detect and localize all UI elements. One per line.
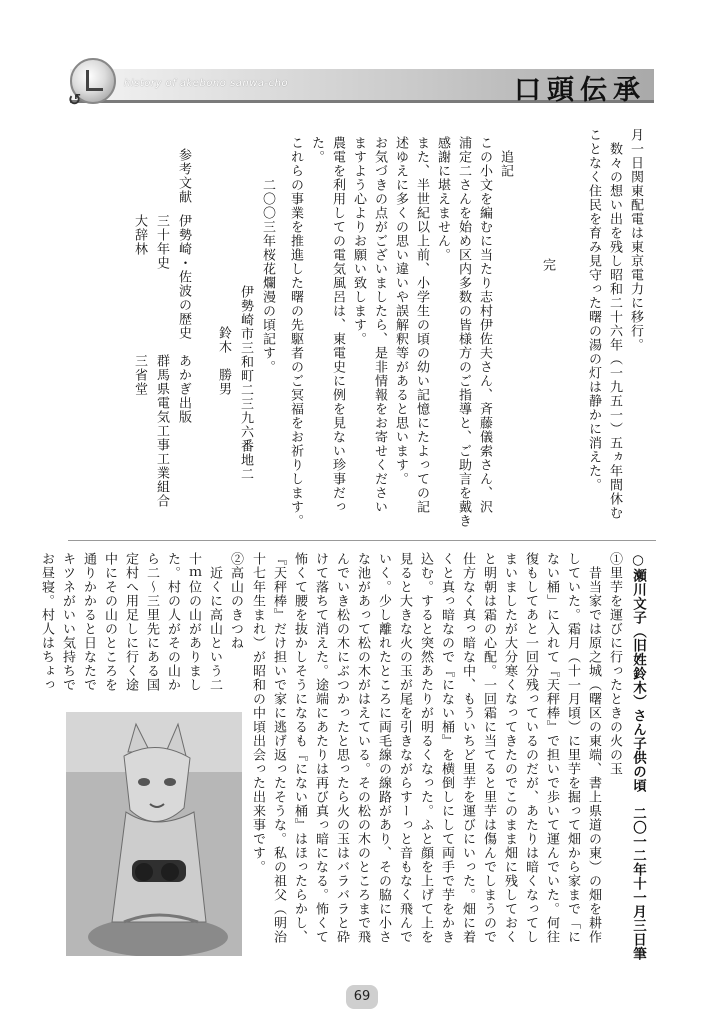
story1-line: していた。霜月（十一月頃）に里芋を掘って畑から家まで「に [565,552,580,944]
story1-line: 昔当家では原之城（曙区の東端、書上県道の東）の畑を耕作 [586,552,601,944]
story1-line: けて落ちて消えた。途端にあたりは再び真っ暗になる。怖くて [313,552,328,944]
references-heading: 参考文献 [176,148,191,204]
story1-line: と明朝は霜の心配。一回霜に当てると里芋は傷んでしまうので [481,552,496,944]
story1-line: 『天秤棒』だけ担いで家に逃げ返ったそうな。私の祖父（明治 [271,552,286,944]
fox-statue-illustration [66,712,242,956]
story-heading: ○瀬川文子（旧姓鈴木）さん子供の頃 二〇一二年十一月三日筆 [630,552,646,961]
reference-title: 大辞林 [132,214,147,256]
page-title: 口頭伝承 [514,75,646,106]
postscript-line: た。 [309,136,324,164]
postscript-line: ますよう心よりお願い致します。 [351,136,366,346]
reference-publisher: 群馬県電気工事工業組合 [154,354,169,508]
postscript-line: また、半世紀以上前、小学生の頃の幼い記憶にたよっての記 [414,136,429,514]
postscript-line: これらの事業を推進した曙の先駆者のご冥福をお祈りします。 [288,136,303,528]
story2-line: キツネがいい気持ちで [60,552,75,692]
story2-line: 近くに高山という二 [207,552,222,692]
story2-line: お昼寝。村人はちょっ [39,552,54,692]
section-divider [68,540,656,541]
reference-publisher: 三省堂 [132,354,147,396]
written-date: 二〇〇三年桜花爛漫の頃記す。 [260,178,275,374]
story1-line: 怖くて腰を抜かしそうになるも『にない桶』はほったらかし、 [292,552,307,944]
story1-line: いく。少し離れたところに両毛線の線路があり、その脇に小さ [376,552,391,944]
intro-line: 数々の想い出を残し昭和二十六年（一九五一）五ヵ年間休む [607,128,622,520]
clock-logo-icon [68,58,116,109]
story2-line: 通りかかると日なたで [81,552,96,692]
author-address: 伊勢崎市三和町二三九六番地二 [238,285,253,481]
intro-line: 月一日関東配電は東京電力に移行。 [628,128,643,352]
story1-line: まいましたが大分寒くなってきたのでこのまま畑に残しておく [502,552,517,944]
reference-publisher: あかぎ出版 [176,354,191,424]
header-subtitle: history of akebono sanwa-cho [124,78,289,89]
clock-hands-icon [86,70,103,91]
story1-line: ない桶」に入れて『天秤棒』で担いで歩いて運んでいた。何往 [544,552,559,944]
author-name: 鈴木 勝男 [216,326,231,396]
postscript-line: この小文を編むに当たり志村伊佐夫さん、斉藤儀索さん、沢 [477,136,492,514]
reference-title: 三十年史 [154,214,169,270]
story2-title: ②高山のきつね [228,552,243,650]
story1-line: 見ると大きな火の玉が尾を引きながらすーっと音もなく飛んで [397,552,412,944]
story1-line: 復もしてあと一回分残っているのだが、あたりは暗くなってし [523,552,538,944]
story2-line: 定村へ用足しに行く途 [123,552,138,692]
story1-line: 十七年生まれ）が昭和の中頃出会った出来事です。 [250,552,265,874]
story1-title: ①里芋を運びに行ったときの火の玉 [607,552,622,776]
story1-line: 仕方なく真っ暗な中、もういちど里芋を運びにいった。畑に着 [460,552,475,944]
end-mark: 完 [540,258,555,272]
postscript-line: 浦定二さんを始め区内多数の皆様方のご指導と、ご助言を戴き [456,136,471,528]
reference-title: 伊勢崎・佐波の歴史 [176,214,191,340]
postscript-heading: 追記 [498,150,513,178]
postscript-line: 述ゆえに多くの思い違いや誤解釈等があると思います。 [393,136,408,486]
story2-line: た。村の人がその山か [165,552,180,692]
story1-line: な池があって松の木がはえている。その松の木のところまで飛 [355,552,370,944]
postscript-line: 感謝に堪えません。 [435,136,450,262]
story2-line: ら二～三里先にある国 [144,552,159,692]
story2-line: 十ｍ位の山がありまし [186,552,201,692]
fox-statue-photo [66,712,242,956]
story1-line: 込む。すると突然あたりが明るくなった。ふと顔を上げて上を [418,552,433,944]
postscript-line: 農電を利用しての電気風呂は、東電史に例を見ない珍事だっ [330,136,345,514]
story2-line: 中にその山のところを [102,552,117,692]
page-number: 69 [353,989,371,1004]
postscript-line: お気づきの点がございましたら、是非情報をお寄せください [372,136,387,514]
return-arrow-icon: ↺ [68,90,82,109]
story1-line: んでいき松の木にぶつかったと思ったら火の玉はバラバラと砕 [334,552,349,944]
intro-line: ことなく住民を育み見守った曙の湯の灯は静かに消えた。 [586,128,601,492]
story1-line: くと真っ暗なので『にない桶』を横倒しにして両手で芋をかき [439,552,454,944]
